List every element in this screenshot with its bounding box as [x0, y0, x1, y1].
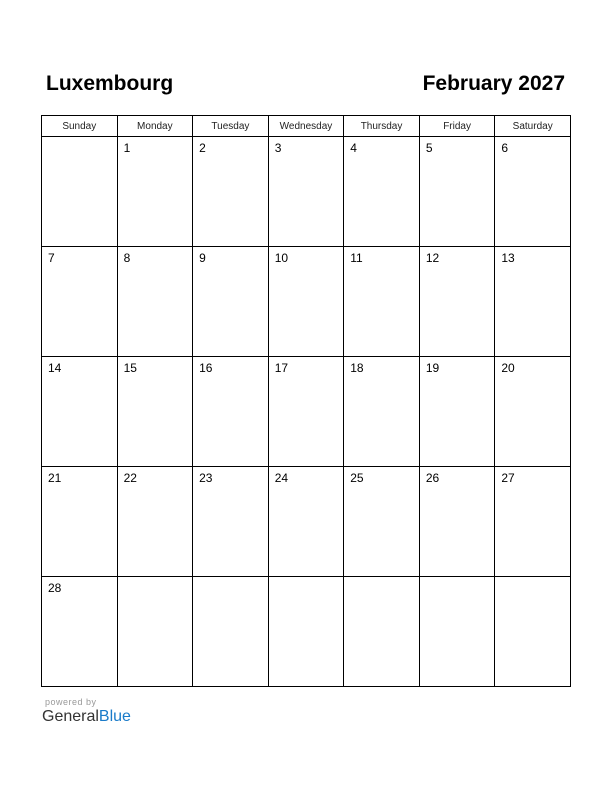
day-cell [193, 357, 269, 467]
day-number: 11 [350, 251, 363, 265]
day-number: 24 [274, 471, 289, 485]
day-cell [495, 467, 571, 577]
week-row [42, 577, 571, 687]
day-number: 22 [123, 471, 137, 485]
day-number: 2 [199, 141, 206, 155]
day-number: 6 [501, 141, 509, 155]
day-number: 5 [425, 141, 433, 155]
day-number: 26 [425, 471, 440, 485]
week-row [42, 357, 571, 467]
weekday-tuesday: Tuesday [193, 116, 269, 137]
day-cell [495, 577, 571, 687]
weekday-sunday: Sunday [42, 116, 118, 137]
day-cell [344, 247, 420, 357]
day-number: 19 [425, 361, 440, 375]
day-cell [495, 247, 571, 357]
day-cell [117, 247, 193, 357]
day-cell [117, 467, 193, 577]
day-cell [495, 357, 571, 467]
day-cell [344, 577, 420, 687]
day-number [118, 577, 193, 581]
day-cell [193, 577, 269, 687]
day-number: 8 [123, 251, 131, 265]
day-number [269, 577, 344, 581]
day-number: 10 [274, 251, 289, 265]
week-row [42, 137, 571, 247]
day-number [495, 577, 570, 581]
day-cell [344, 137, 420, 247]
day-cell [42, 467, 118, 577]
calendar-grid [41, 115, 571, 687]
day-number: 15 [123, 361, 137, 375]
day-number: 21 [48, 471, 62, 485]
weekday-header-row [42, 116, 571, 137]
day-number: 17 [274, 361, 289, 375]
weekday-monday: Monday [117, 116, 193, 137]
weekday-saturday: Saturday [495, 116, 571, 137]
day-number: 20 [501, 361, 515, 375]
day-cell [193, 467, 269, 577]
day-number [344, 577, 419, 581]
day-cell [344, 357, 420, 467]
day-cell [42, 577, 118, 687]
day-cell [419, 467, 495, 577]
brand-name-general: General [42, 708, 99, 725]
weekday-wednesday: Wednesday [268, 116, 344, 137]
day-cell [495, 137, 571, 247]
day-cell [344, 467, 420, 577]
powered-by-text: powered by [45, 697, 97, 707]
day-number: 12 [425, 251, 440, 265]
day-cell [193, 247, 269, 357]
weekday-friday: Friday [419, 116, 495, 137]
day-cell [42, 357, 118, 467]
day-number: 4 [350, 141, 357, 155]
day-number: 16 [199, 361, 213, 375]
footer-branding [42, 697, 131, 727]
day-cell [268, 577, 344, 687]
week-row [42, 467, 571, 577]
day-cell [42, 247, 118, 357]
day-number [42, 137, 117, 141]
day-cell [419, 137, 495, 247]
day-number: 27 [501, 471, 515, 485]
country-title: Luxembourg [46, 72, 174, 95]
day-cell [117, 577, 193, 687]
day-cell [117, 357, 193, 467]
day-cell [42, 137, 118, 247]
day-cell [268, 467, 344, 577]
day-number: 3 [274, 141, 282, 155]
day-number: 14 [48, 361, 62, 375]
day-number: 23 [199, 471, 213, 485]
week-row [42, 247, 571, 357]
day-cell [117, 137, 193, 247]
brand-logo[interactable] [42, 707, 131, 727]
day-number: 25 [350, 471, 364, 485]
day-cell [419, 577, 495, 687]
day-number [420, 577, 495, 581]
day-number: 9 [199, 251, 206, 265]
day-cell [268, 137, 344, 247]
month-title: February 2027 [422, 72, 565, 95]
day-cell [419, 247, 495, 357]
day-cell [419, 357, 495, 467]
day-cell [193, 137, 269, 247]
day-cell [268, 247, 344, 357]
weekday-thursday: Thursday [344, 116, 420, 137]
day-number: 28 [48, 581, 62, 595]
day-number: 18 [350, 361, 364, 375]
day-number: 13 [501, 251, 515, 265]
day-number: 1 [123, 141, 131, 155]
brand-name-blue: Blue [98, 708, 131, 725]
day-number: 7 [48, 251, 55, 265]
day-cell [268, 357, 344, 467]
day-number [193, 577, 268, 581]
